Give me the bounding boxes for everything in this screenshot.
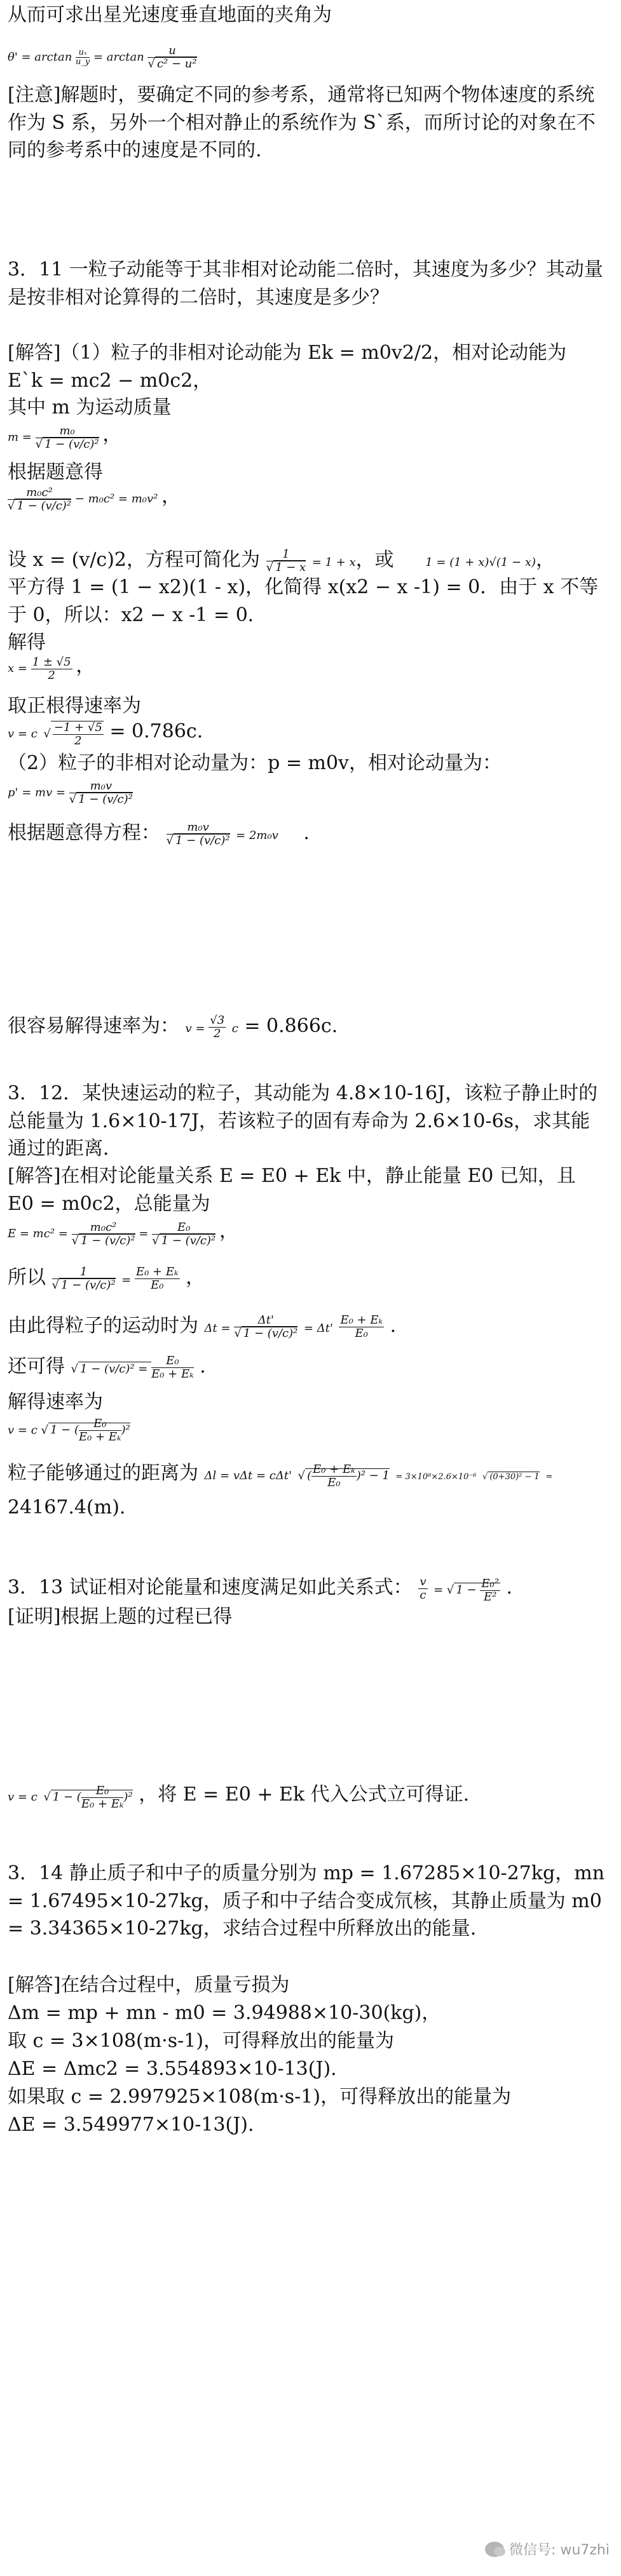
q311-easy: 很容易解得速率为： v = $\frac{√3}{2}$ c = 0.866c. — [8, 1013, 338, 1040]
q314-sol: [解答]在结合过程中，质量亏损为 — [8, 1974, 290, 1996]
intro-note: [注意]解题时，要确定不同的参考系，通常将已知两个物体速度的系统作为 S 系，另外一个相对静止的系统作为 S`系，而所讨论的对象在不同的参考系中的速度是不同的. — [8, 84, 596, 161]
watermark — [485, 2539, 610, 2559]
formula-x: x = $\frac{1 \pm √5}{2}$ ， — [8, 655, 95, 682]
q312-sol: [解答]在相对论能量关系 E = E0 + Ek 中，静止能量 E0 已知，且 E0 = m0c2，总能量为 — [8, 1165, 576, 1215]
fraction-ux-uy: $\frac{\text{uₓ}}{u\_y}$ — [76, 47, 90, 67]
q314-c2: 如果取 c = 2.997925×108(m·s-1)，可得释放出的能量为 — [8, 2086, 512, 2108]
q312-also: 还可得 √ 1 − (v/c)² = $\frac{\text{E₀}}{\text{E₀ + Eₖ}}$ . — [8, 1353, 206, 1381]
q312-so: 所以 $\frac{1}{\text{√ 1 − (v/c)²}}$ = $\frac{\text{E₀ + Eₖ}}{\text{E₀}}$ ， — [8, 1265, 205, 1292]
q314-dm: Δm = mp + mn - m0 = 3.94988×10-30(kg)， — [8, 2002, 441, 2024]
q311-sol1: [解答]（1）粒子的非相对论动能为 Ek = m0v2/2，相对论动能为 E`k = mc2 − m0c2， — [8, 342, 567, 392]
formula-mass: m = $\frac{\text{m₀}}{\text{√ 1 − (v/c)²}}$ ， — [8, 424, 122, 451]
intro-line: 从而可求出星光速度垂直地面的夹角为 — [8, 4, 332, 26]
q313-proof: [证明]根据上题的过程已得 — [8, 1606, 233, 1628]
formula-energy: $\frac{\text{m₀c²}}{\text{√ 1 − (v/c)²}}$ − m₀c² = m₀v² ， — [8, 485, 181, 513]
q311-title: 3．11 一粒子动能等于其非相对论动能二倍时，其速度为多少？其动量是按非相对论算得的二倍时，其速度是多少？ — [8, 258, 603, 309]
q311-by-title: 根据题意得 — [8, 461, 103, 483]
q311-solve: 解得 — [8, 631, 46, 654]
q311-eq: 根据题意得方程： $\frac{\text{m₀v}}{\text{√ 1 − (v/c)²}}$ = 2m₀v . — [8, 820, 310, 847]
q314-e1: ΔE = Δmc2 = 3.554893×10-13(J). — [8, 2058, 337, 2080]
formula-arctan: θ' = arctan $\frac{\text{uₓ}}{u\_y}$ = arctan $\frac{u}{\text{√ c² − u²}}$ — [8, 44, 197, 70]
q311-mass-note: 其中 m 为运动质量 — [8, 396, 172, 419]
q312-result: 24167.4(m). — [8, 1496, 126, 1519]
q313-formula: v = c √ 1 − ( $\frac{\text{E₀}}{\text{E₀ + Eₖ}}$ )² ，将 E = E0 + Ek 代入公式立可得证. — [8, 1783, 470, 1811]
watermark-text: 微信号: wu7zhi — [509, 2542, 610, 2558]
formula-v1: v = c √ $\frac{-1 + √5}{2}$ = 0.786c. — [8, 720, 203, 748]
wechat-icon — [485, 2542, 504, 2557]
q311-let-b: 平方得 1 = (1 − x2)(1 - x)，化简得 x(x2 − x -1) = 0．由于 x 不等于 0，所以：x2 − x -1 = 0． — [8, 576, 599, 626]
q312-title: 3．12．某快速运动的粒子，其动能为 4.8×10-16J，该粒子静止时的总能量为 1.6×10-17J，若该粒子的固有寿命为 2.6×10-6s，求其能通过的距离． — [8, 1082, 598, 1160]
q311-sol2: （2）粒子的非相对论动量为：p = m0v，相对论动量为： — [8, 752, 502, 774]
q314-c1: 取 c = 3×108(m·s-1)，可得释放出的能量为 — [8, 2030, 395, 2052]
q311-root-label: 取正根得速率为 — [8, 695, 141, 717]
fraction-u-sqrt: $\frac{u}{\text{√ c² − u²}}$ — [147, 44, 197, 70]
q314-title: 3．14 静止质子和中子的质量分别为 mp = 1.67285×10-27kg，mn = 1.67495×10-27kg，质子和中子结合变成氘核，其静止质量为 m0 = 3.34365×10-27kg，求结合过程中所释放出的能量. — [8, 1862, 605, 1940]
q312-dist: 粒子能够通过的距离为 Δl = vΔt = cΔt' √ ( $\frac{\text{E₀ + Eₖ}}{\text{E₀}}$ )² − 1 = 3×10⁸×2.6×10⁻⁶ √ (0+30)² − 1 = — [8, 1462, 553, 1489]
q314-e2: ΔE = 3.549977×10-13(J). — [8, 2114, 254, 2136]
q313-title: 3．13 试证相对论能量和速度满足如此关系式： $\frac{v}{c}$ = √ 1 − $\frac{\text{E₀²}}{\text{E²}}$ . — [8, 1574, 513, 1604]
q312-speed: 解得速率为 — [8, 1391, 103, 1413]
q311-let: 设 x = (v/c)2，方程可简化为 $\frac{1}{√ 1 - x}$ = 1 + x，或 1 = (1 + x)√(1 − x)， — [8, 547, 556, 574]
formula-E: E = mc² = $\frac{\text{m₀c²}}{\text{√ 1 − (v/c)²}}$ = $\frac{\text{E₀}}{\text{√ 1 − (v/c)²}}$ ， — [8, 1220, 238, 1247]
formula-p: p' = mv = $\frac{\text{m₀v}}{\text{√ 1 − (v/c)²}}$ — [8, 779, 133, 806]
q312-motion: 由此得粒子的运动时为 Δt = $\frac{\Delta t'}{\text{√ 1 − (v/c)²}}$ = Δt' $\frac{\text{E₀ + Eₖ}}{\text{E₀}}$ . — [8, 1313, 397, 1340]
formula-v2: v = c √ 1 − ( $\frac{\text{E₀}}{\text{E₀ + Eₖ}}$ )² — [8, 1417, 130, 1444]
